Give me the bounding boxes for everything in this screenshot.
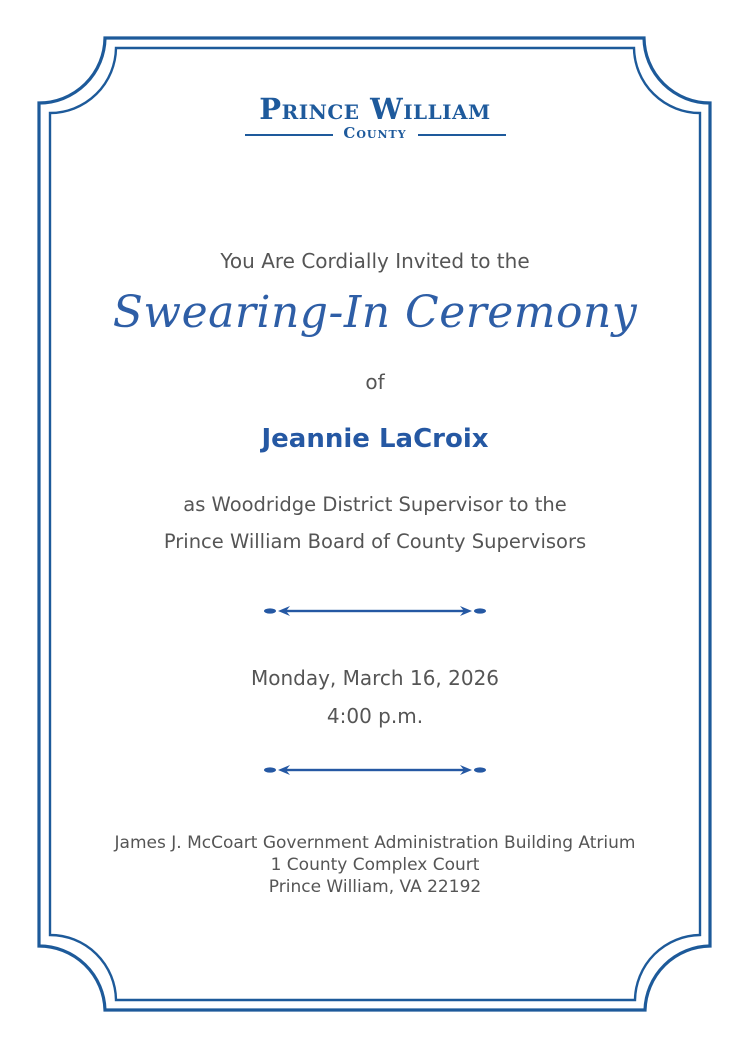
location-street: 1 County Complex Court	[270, 855, 480, 875]
logo-rule-right	[418, 134, 506, 136]
event-schedule	[0, 659, 750, 735]
event-date: Monday, March 16, 2026	[250, 666, 500, 690]
role-line-1: as Woodridge District Supervisor to the	[183, 493, 567, 516]
role-line-2: Prince William Board of County Supervisors	[163, 530, 587, 553]
event-location	[0, 832, 750, 898]
connector-text: of	[365, 370, 385, 394]
event-title: Swearing-In Ceremony	[112, 287, 638, 338]
location-city: Prince William, VA 22192	[268, 877, 482, 897]
county-logo-subtitle-row	[0, 124, 750, 144]
invitation-intro: You Are Cordially Invited to the	[220, 249, 530, 273]
ornamental-divider-icon	[262, 603, 488, 619]
event-time: 4:00 p.m.	[326, 704, 424, 728]
ornamental-divider-icon	[262, 762, 488, 778]
logo-rule-left	[245, 134, 333, 136]
county-logo-title: Prince William	[259, 92, 491, 126]
county-logo-subtitle: County	[343, 124, 407, 142]
location-building: James J. McCoart Government Administration Building Atrium	[114, 833, 636, 853]
honoree-name: Jeannie LaCroix	[261, 424, 489, 454]
honoree-role	[0, 486, 750, 560]
